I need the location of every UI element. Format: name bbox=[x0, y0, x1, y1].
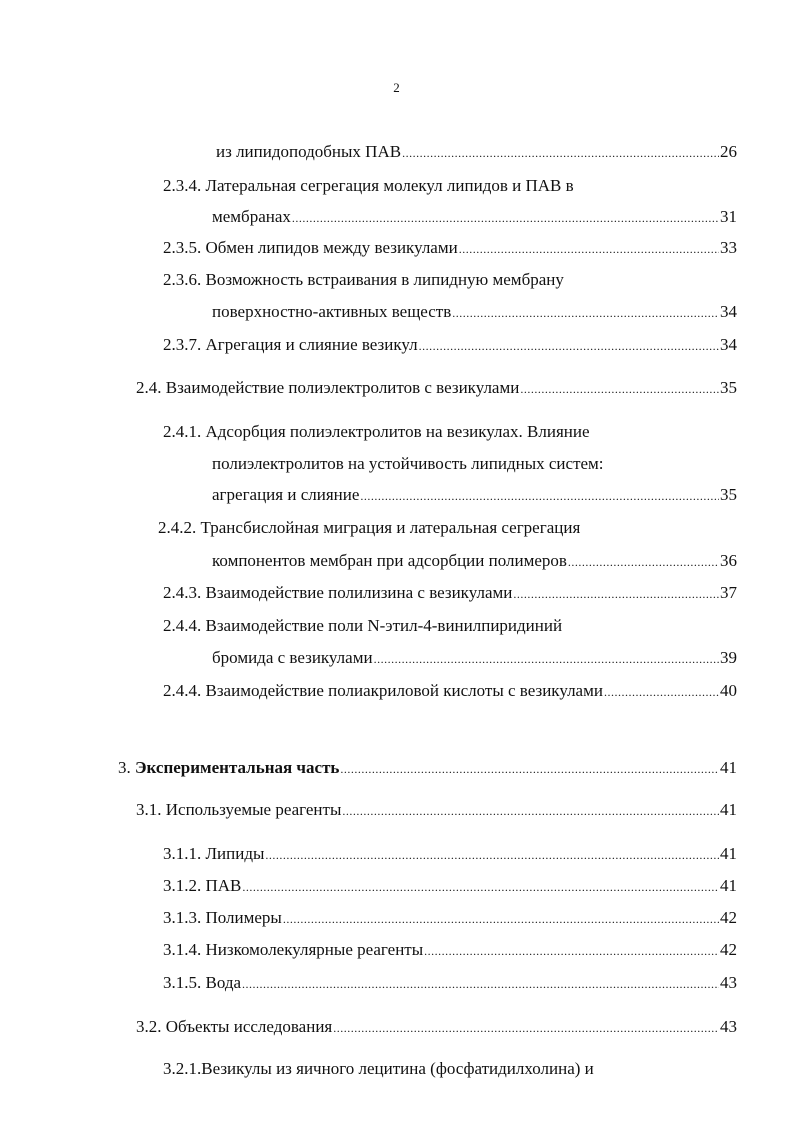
toc-entry-text: 3.2. Объекты исследования bbox=[136, 1017, 333, 1036]
toc-entry-text: агрегация и слияние bbox=[212, 485, 360, 504]
toc-entry bbox=[212, 300, 737, 324]
leader-dots bbox=[459, 237, 719, 261]
toc-entry-text: 2.3.7. Агрегация и слияние везикул bbox=[163, 335, 418, 354]
toc-entry-text: полиэлектролитов на устойчивость липидных систем: bbox=[212, 454, 604, 473]
toc-section-title: Экспериментальная часть bbox=[135, 758, 340, 777]
toc-entry-page: 40 bbox=[720, 681, 737, 700]
leader-dots bbox=[360, 484, 719, 508]
toc-entry-text: из липидоподобных ПАВ bbox=[216, 142, 402, 161]
toc-entry-text: 3.1.3. Полимеры bbox=[163, 908, 282, 927]
leader-dots bbox=[568, 550, 719, 574]
toc-entry bbox=[163, 971, 737, 995]
leader-dots bbox=[424, 939, 719, 963]
leader-dots bbox=[402, 141, 719, 165]
toc-entry-text: 3.1.5. Вода bbox=[163, 973, 242, 992]
toc-entry-page: 36 bbox=[720, 551, 737, 570]
toc-entry-text: 2.4. Взаимодействие полиэлектролитов с везикулами bbox=[136, 378, 520, 397]
toc-entry-page: 34 bbox=[720, 302, 737, 321]
toc-entry-text: 2.3.6. Возможность встраивания в липидную мембрану bbox=[163, 270, 564, 289]
toc-entry bbox=[136, 798, 737, 822]
toc-entry-text: 2.4.4. Взаимодействие полиакриловой кислоты с везикулами bbox=[163, 681, 603, 700]
toc-entry-page: 37 bbox=[720, 583, 737, 602]
toc-entry-page: 43 bbox=[720, 973, 737, 992]
leader-dots bbox=[333, 1016, 719, 1040]
toc-entry-page: 39 bbox=[720, 648, 737, 667]
toc-entry bbox=[163, 581, 737, 605]
toc-entry bbox=[163, 679, 737, 703]
toc-entry-text: 3.1.1. Липиды bbox=[163, 844, 265, 863]
leader-dots bbox=[419, 334, 719, 358]
toc-entry bbox=[163, 938, 737, 962]
leader-dots bbox=[265, 843, 719, 867]
toc-entry bbox=[212, 549, 737, 573]
toc-entry bbox=[136, 1015, 737, 1039]
leader-dots bbox=[520, 377, 719, 401]
toc-entry-page: 35 bbox=[720, 485, 737, 504]
toc-section bbox=[118, 756, 737, 780]
toc-entry bbox=[163, 874, 737, 898]
toc-entry-page: 41 bbox=[720, 800, 737, 819]
toc-entry bbox=[163, 236, 737, 260]
toc-entry bbox=[212, 483, 737, 507]
leader-dots bbox=[374, 647, 719, 671]
toc-entry-text: компонентов мембран при адсорбции полимеров bbox=[212, 551, 567, 570]
toc-section-number: 3. bbox=[118, 758, 135, 777]
toc-entry-text: 2.4.1. Адсорбция полиэлектролитов на везикулах. Влияние bbox=[163, 422, 590, 441]
toc-entry-page: 31 bbox=[720, 207, 737, 226]
leader-dots bbox=[604, 680, 719, 704]
toc-entry-page: 26 bbox=[720, 142, 737, 161]
toc-entry-text: 2.3.5. Обмен липидов между везикулами bbox=[163, 238, 458, 257]
toc-entry-page: 43 bbox=[720, 1017, 737, 1036]
toc-entry-page: 42 bbox=[720, 940, 737, 959]
toc-entry-text: 3.1. Используемые реагенты bbox=[136, 800, 342, 819]
toc-entry-page: 41 bbox=[720, 758, 737, 777]
toc-entry bbox=[216, 140, 737, 164]
toc-entry-text: 3.1.4. Низкомолекулярные реагенты bbox=[163, 940, 424, 959]
leader-dots bbox=[283, 907, 719, 931]
page-number: 2 bbox=[393, 80, 400, 95]
leader-dots bbox=[342, 799, 719, 823]
toc-entry-text: 3.2.1.Везикулы из яичного лецитина (фосфатидилхолина) и bbox=[163, 1059, 594, 1078]
leader-dots bbox=[242, 972, 719, 996]
toc-entry-page: 42 bbox=[720, 908, 737, 927]
toc-entry-text: бромида с везикулами bbox=[212, 648, 373, 667]
toc-entry-page: 41 bbox=[720, 844, 737, 863]
toc-entry-text: 2.3.4. Латеральная сегрегация молекул липидов и ПАВ в bbox=[163, 176, 574, 195]
toc-entry-text: 3.1.2. ПАВ bbox=[163, 876, 242, 895]
toc-entry-text: 2.4.2. Трансбислойная миграция и латеральная сегрегация bbox=[158, 518, 581, 537]
toc-entry-text: мембранах bbox=[212, 207, 291, 226]
toc-entry bbox=[212, 205, 737, 229]
toc-entry bbox=[136, 376, 737, 400]
toc-entry bbox=[163, 333, 737, 357]
toc-entry bbox=[163, 842, 737, 866]
leader-dots bbox=[452, 301, 719, 325]
toc-entry-page: 41 bbox=[720, 876, 737, 895]
leader-dots bbox=[292, 206, 719, 230]
toc-entry-text: 2.4.4. Взаимодействие поли N-этил-4-винилпиридиний bbox=[163, 616, 563, 635]
leader-dots bbox=[242, 875, 719, 899]
toc-entry-page: 34 bbox=[720, 335, 737, 354]
toc-entry-text: поверхностно-активных веществ bbox=[212, 302, 452, 321]
toc-entry bbox=[163, 906, 737, 930]
toc-entry-page: 35 bbox=[720, 378, 737, 397]
toc-entry-page: 33 bbox=[720, 238, 737, 257]
leader-dots bbox=[340, 757, 719, 781]
leader-dots bbox=[513, 582, 719, 606]
toc-entry bbox=[212, 646, 737, 670]
toc-entry-text: 2.4.3. Взаимодействие полилизина с везикулами bbox=[163, 583, 513, 602]
